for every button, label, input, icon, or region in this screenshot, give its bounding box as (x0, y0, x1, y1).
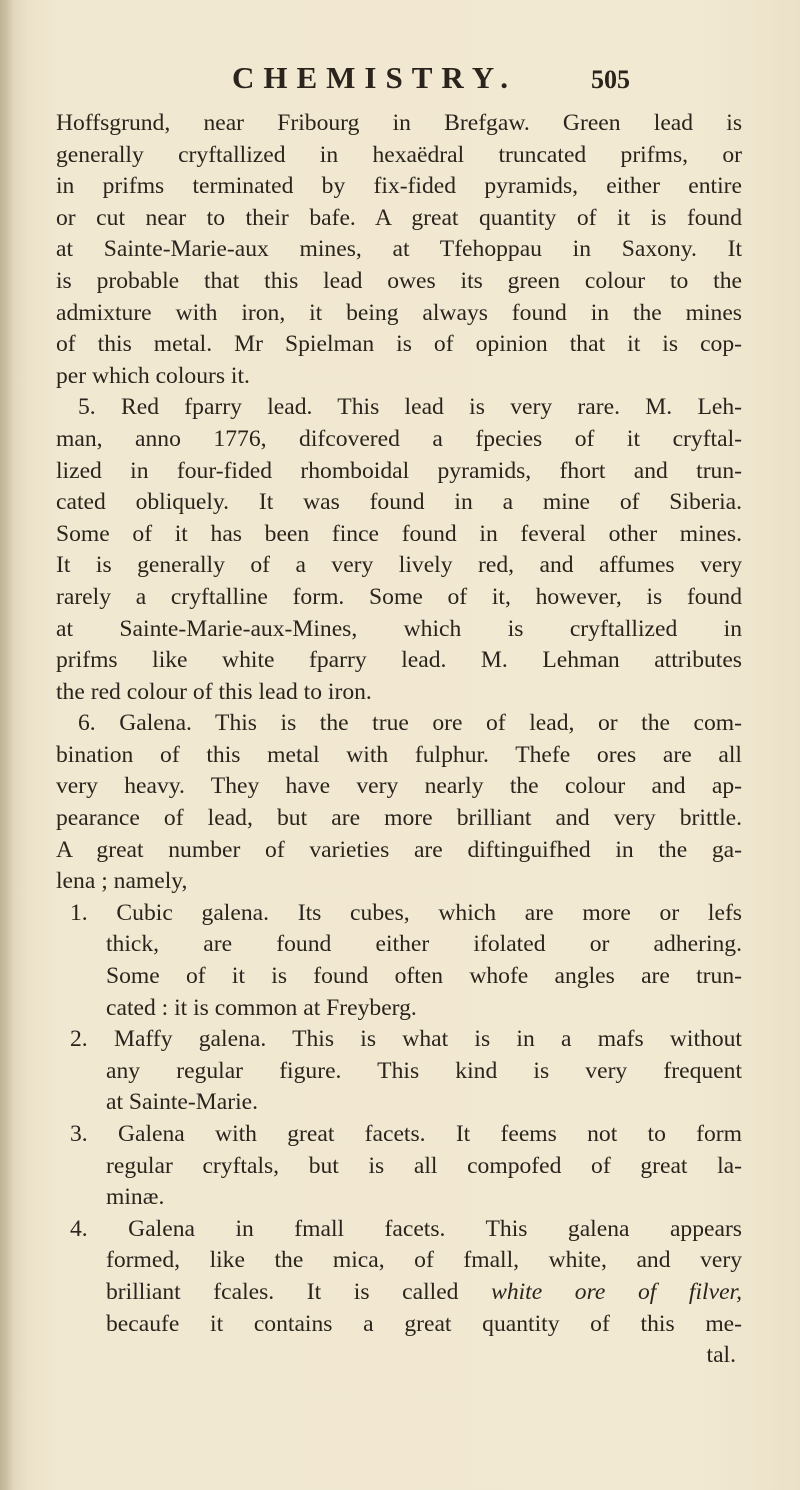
list-item-line: any regular figure. This kind is very frequent (106, 1057, 742, 1084)
text-line: very heavy. They have very nearly the colour and ap- (56, 773, 742, 800)
text-line: at Sainte-Marie-aux mines, at Tfehoppau in Saxony. It (56, 236, 742, 263)
text-line: 6. Galena. This is the true ore of lead, or the com- (78, 710, 742, 737)
list-item-line: 2. Maffy galena. This is what is in a mafs without (70, 1026, 742, 1053)
text-line: lena ; namely, (56, 868, 188, 895)
list-item-massy-galena (56, 1024, 742, 1119)
list-item-line: regular cryftals, but is all compofed of great la- (106, 1152, 742, 1179)
body-text (56, 108, 742, 1372)
text-line: Some of it has been fince found in feveral other mines. (56, 520, 742, 547)
list-item-line: becaufe it contains a great quantity of this me- (106, 1310, 742, 1337)
text-line: man, anno 1776, difcovered a fpecies of it cryftal- (56, 425, 742, 452)
galena-varieties-list (56, 898, 742, 1340)
list-item-line: at Sainte-Marie. (106, 1089, 258, 1116)
italic-term: white ore of filver, (491, 1278, 743, 1305)
text-line: pearance of lead, but are more brilliant and very brittle. (56, 805, 742, 832)
text-line: in prifms terminated by fix-fided pyramids, either entire (56, 173, 742, 200)
text-line: 5. Red fparry lead. This lead is very rare. M. Leh- (78, 394, 742, 421)
list-item-great-facets (56, 1119, 742, 1214)
text-line: bination of this metal with fulphur. Thefe ores are all (56, 741, 742, 768)
text-line: per which colours it. (56, 362, 250, 389)
text-line: admixture with iron, it being always found in the mines (56, 299, 742, 326)
text-line: generally cryftallized in hexaëdral truncated prifms, or (56, 141, 742, 168)
list-item-line: 4. Galena in fmall facets. This galena appears (70, 1215, 742, 1242)
paragraph-red-sparry-lead (56, 392, 742, 708)
text-line: is probable that this lead owes its green colour to the (56, 267, 742, 294)
text-line: at Sainte-Marie-aux-Mines, which is cryftallized in (56, 615, 742, 642)
page-number: 505 (591, 65, 630, 94)
catchword: tal. (706, 1342, 736, 1369)
paragraph-galena (56, 708, 742, 898)
text-line: of this metal. Mr Spielman is of opinion that it is cop- (56, 331, 742, 358)
text-line: It is generally of a very lively red, and affumes very (56, 552, 742, 579)
binding-gutter-shadow (0, 0, 14, 1490)
list-item-small-facets (56, 1214, 742, 1340)
page-header (210, 58, 630, 102)
list-item-line (56, 1277, 742, 1309)
list-item-line: minæ. (106, 1184, 165, 1211)
list-item-text: brilliant fcales. It is called (106, 1278, 459, 1305)
text-line: prifms like white fparry lead. M. Lehman attributes (56, 647, 742, 674)
text-line: rarely a cryftalline form. Some of it, however, is found (56, 583, 742, 610)
list-item-line: cated : it is common at Freyberg. (106, 994, 417, 1021)
paragraph-green-lead-continued (56, 108, 742, 392)
text-line: lized in four-fided rhomboidal pyramids, fhort and trun- (56, 457, 742, 484)
list-item-line: Some of it is found often whofe angles are trun- (106, 963, 742, 990)
list-item-line: 3. Galena with great facets. It feems not to form (70, 1121, 742, 1147)
text-line: Hoffsgrund, near Fribourg in Brefgaw. Green lead is (56, 110, 742, 136)
text-line: A great number of varieties are diftinguifhed in the ga- (56, 836, 742, 863)
text-line: the red colour of this lead to iron. (56, 678, 372, 705)
text-line: cated obliquely. It was found in a mine of Siberia. (56, 489, 742, 516)
list-item-line: thick, are found either ifolated or adhering. (106, 931, 742, 958)
text-line: or cut near to their bafe. A great quantity of it is found (56, 204, 742, 231)
running-head: CHEMISTRY. (232, 60, 518, 95)
list-item-line: formed, like the mica, of fmall, white, and very (106, 1247, 742, 1274)
list-item-line: 1. Cubic galena. Its cubes, which are more or lefs (70, 899, 742, 926)
list-item-cubic-galena (56, 898, 742, 1024)
